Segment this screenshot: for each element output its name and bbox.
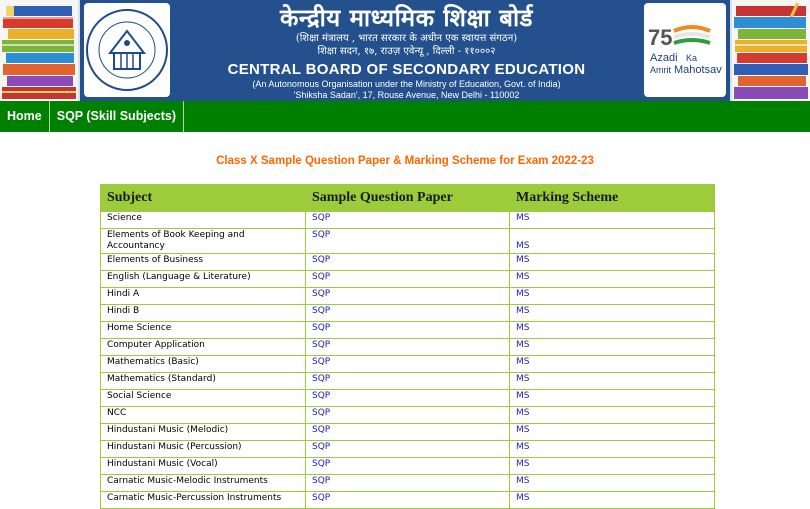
nav-item-home[interactable]: Home bbox=[0, 101, 50, 132]
nav-item-sqp-skill-subjects[interactable]: SQP (Skill Subjects) bbox=[50, 101, 184, 132]
sample-paper-table bbox=[100, 184, 715, 509]
subject-name: English (Language & Literature) bbox=[101, 271, 306, 288]
ms-link[interactable]: MS bbox=[510, 305, 715, 322]
header-subject: Subject bbox=[101, 185, 306, 212]
main-nav-bar bbox=[0, 101, 810, 132]
sqp-link[interactable]: SQP bbox=[306, 254, 510, 271]
subject-name: Mathematics (Basic) bbox=[101, 356, 306, 373]
table-row bbox=[101, 424, 715, 441]
table-row bbox=[101, 271, 715, 288]
azadi-logo-icon bbox=[644, 3, 726, 97]
ms-link[interactable]: MS bbox=[510, 458, 715, 475]
table-row bbox=[101, 390, 715, 407]
header-marking-scheme: Marking Scheme bbox=[510, 185, 715, 212]
sqp-link[interactable]: SQP bbox=[306, 441, 510, 458]
sqp-link[interactable]: SQP bbox=[306, 390, 510, 407]
ms-link[interactable]: MS bbox=[510, 254, 715, 271]
hindi-subtitle-1: (शिक्षा मंत्रालय , भारत सरकार के अधीन एक स्वायत्त संगठन) bbox=[295, 33, 518, 44]
table-row bbox=[101, 492, 715, 509]
subject-name: Social Science bbox=[101, 390, 306, 407]
table-row bbox=[101, 475, 715, 492]
sqp-link[interactable]: SQP bbox=[306, 373, 510, 390]
table-row bbox=[101, 373, 715, 390]
table-row bbox=[101, 288, 715, 305]
table-row bbox=[101, 339, 715, 356]
azadi-number: 75 bbox=[648, 25, 673, 50]
ms-link[interactable]: MS bbox=[510, 475, 715, 492]
ms-link[interactable]: MS bbox=[510, 271, 715, 288]
hindi-address: शिक्षा सदन, १७, राउज़ एवेन्यू , दिल्ली - ११०००२ bbox=[317, 46, 496, 57]
books-stack-left-image bbox=[0, 0, 78, 101]
sqp-link[interactable]: SQP bbox=[306, 212, 510, 229]
site-header bbox=[0, 0, 810, 101]
table-row bbox=[101, 441, 715, 458]
subject-name: Hindustani Music (Percussion) bbox=[101, 441, 306, 458]
ms-link[interactable]: MS bbox=[510, 390, 715, 407]
subject-name: NCC bbox=[101, 407, 306, 424]
sqp-link[interactable]: SQP bbox=[306, 229, 510, 254]
ms-link[interactable]: MS bbox=[510, 288, 715, 305]
english-subtitle: (An Autonomous Organisation under the Ministry of Education, Govt. of India) bbox=[252, 79, 561, 89]
table-header-row bbox=[101, 185, 715, 212]
subject-name: Home Science bbox=[101, 322, 306, 339]
table-row bbox=[101, 305, 715, 322]
table-row bbox=[101, 356, 715, 373]
ms-link[interactable]: MS bbox=[510, 322, 715, 339]
page-title: Class X Sample Question Paper & Marking Scheme for Exam 2022-23 bbox=[216, 155, 594, 167]
subject-name: Carnatic Music-Percussion Instruments bbox=[101, 492, 306, 509]
sqp-link[interactable]: SQP bbox=[306, 288, 510, 305]
english-board-name: CENTRAL BOARD OF SECONDARY EDUCATION bbox=[227, 61, 586, 78]
sqp-link[interactable]: SQP bbox=[306, 407, 510, 424]
subject-name: Hindi B bbox=[101, 305, 306, 322]
subject-name: Computer Application bbox=[101, 339, 306, 356]
sqp-link[interactable]: SQP bbox=[306, 271, 510, 288]
ms-link[interactable]: MS bbox=[510, 407, 715, 424]
ms-link[interactable]: MS bbox=[510, 424, 715, 441]
sqp-link[interactable]: SQP bbox=[306, 305, 510, 322]
azadi-ka-amrit-mahotsav-logo bbox=[644, 3, 726, 97]
ms-link[interactable]: MS bbox=[510, 492, 715, 509]
table-row bbox=[101, 254, 715, 271]
table-row bbox=[101, 212, 715, 229]
header-sample-question-paper: Sample Question Paper bbox=[306, 185, 510, 212]
subject-name: Science bbox=[101, 212, 306, 229]
mahotsav-word: Mahotsav bbox=[674, 64, 722, 76]
table-row bbox=[101, 322, 715, 339]
ms-link[interactable]: MS bbox=[510, 441, 715, 458]
azadi-ka-word: Ka bbox=[686, 53, 698, 63]
subject-name: Elements of Book Keeping and Accountancy bbox=[101, 229, 306, 254]
cbse-logo bbox=[84, 3, 170, 97]
sqp-link[interactable]: SQP bbox=[306, 492, 510, 509]
subject-name: Hindustani Music (Melodic) bbox=[101, 424, 306, 441]
azadi-word: Azadi bbox=[650, 52, 678, 64]
sqp-link[interactable]: SQP bbox=[306, 475, 510, 492]
table-row bbox=[101, 407, 715, 424]
sqp-link[interactable]: SQP bbox=[306, 356, 510, 373]
subject-name: Mathematics (Standard) bbox=[101, 373, 306, 390]
ms-link[interactable]: MS bbox=[510, 356, 715, 373]
ms-link[interactable]: MS bbox=[510, 229, 715, 254]
header-text-block bbox=[175, 0, 638, 101]
sqp-link[interactable]: SQP bbox=[306, 339, 510, 356]
sqp-link[interactable]: SQP bbox=[306, 458, 510, 475]
sqp-link[interactable]: SQP bbox=[306, 322, 510, 339]
ms-link[interactable]: MS bbox=[510, 212, 715, 229]
subject-name: Hindi A bbox=[101, 288, 306, 305]
books-stack-right-image bbox=[732, 0, 810, 101]
sqp-link[interactable]: SQP bbox=[306, 424, 510, 441]
table-row bbox=[101, 229, 715, 254]
amrit-word: Amrit bbox=[650, 65, 671, 75]
hindi-board-name: केन्द्रीय माध्यमिक शिक्षा बोर्ड bbox=[279, 3, 534, 32]
ms-link[interactable]: MS bbox=[510, 339, 715, 356]
cbse-emblem-icon bbox=[84, 3, 170, 97]
ms-link[interactable]: MS bbox=[510, 373, 715, 390]
table-row bbox=[101, 458, 715, 475]
subject-name: Carnatic Music-Melodic Instruments bbox=[101, 475, 306, 492]
subject-name: Hindustani Music (Vocal) bbox=[101, 458, 306, 475]
english-address: 'Shiksha Sadan', 17, Rouse Avenue, New Delhi - 110002 bbox=[293, 90, 520, 100]
subject-name: Elements of Business bbox=[101, 254, 306, 271]
header-banner bbox=[78, 0, 732, 101]
